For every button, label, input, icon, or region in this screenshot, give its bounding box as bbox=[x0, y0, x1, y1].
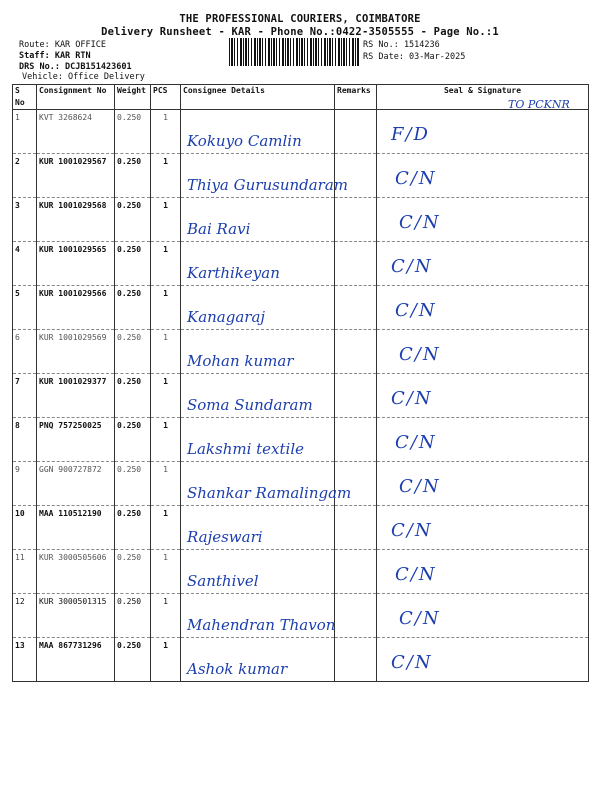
weight-cell: 0.250 bbox=[115, 506, 151, 550]
consignment-number: MAA 110512190 bbox=[37, 506, 115, 550]
serial-number: 5 bbox=[13, 286, 37, 330]
column-header: Seal & Signature bbox=[377, 85, 589, 110]
consignment-number: KUR 3000501315 bbox=[37, 594, 115, 638]
seal-handwriting: C/N bbox=[399, 476, 441, 497]
seal-handwriting: C/N bbox=[399, 344, 441, 365]
consignment-number: GGN 900727872 bbox=[37, 462, 115, 506]
consignment-number: KUR 1001029567 bbox=[37, 154, 115, 198]
pieces-cell: 1 bbox=[151, 550, 181, 594]
weight-cell: 0.250 bbox=[115, 594, 151, 638]
pieces-cell: 1 bbox=[151, 198, 181, 242]
weight-cell: 0.250 bbox=[115, 242, 151, 286]
consignee-handwriting: Kanagaraj bbox=[187, 308, 266, 326]
consignee-cell bbox=[181, 462, 352, 506]
consignee-handwriting: Santhivel bbox=[187, 572, 259, 590]
seal-cell bbox=[377, 550, 589, 594]
seal-handwriting: C/N bbox=[395, 168, 437, 189]
pieces-cell: 1 bbox=[151, 242, 181, 286]
remarks-cell bbox=[335, 286, 377, 330]
serial-number: 1 bbox=[13, 110, 37, 154]
pieces-cell: 1 bbox=[151, 154, 181, 198]
table-row bbox=[13, 550, 589, 594]
column-header: Consignment No bbox=[37, 85, 115, 110]
column-header: S No bbox=[13, 85, 37, 110]
seal-cell bbox=[377, 154, 589, 198]
table-row bbox=[13, 462, 589, 506]
remarks-cell bbox=[335, 418, 377, 462]
weight-cell: 0.250 bbox=[115, 638, 151, 682]
consignee-handwriting: Soma Sundaram bbox=[187, 396, 313, 414]
staff-label: Staff: KAR RTN bbox=[19, 51, 91, 61]
seal-cell bbox=[377, 638, 589, 682]
weight-cell: 0.250 bbox=[115, 198, 151, 242]
runsheet-table bbox=[12, 84, 589, 682]
serial-number: 2 bbox=[13, 154, 37, 198]
column-header: Remarks bbox=[335, 85, 377, 110]
consignee-handwriting: Thiya Gurusundaram bbox=[187, 176, 349, 194]
seal-handwriting: C/N bbox=[395, 300, 437, 321]
seal-cell bbox=[377, 594, 589, 638]
seal-cell bbox=[377, 462, 589, 506]
consignee-handwriting: Ashok kumar bbox=[187, 660, 288, 678]
column-header: Weight bbox=[115, 85, 151, 110]
remarks-cell bbox=[335, 198, 377, 242]
consignee-cell bbox=[181, 286, 335, 330]
seal-cell bbox=[377, 198, 589, 242]
remarks-cell bbox=[335, 374, 377, 418]
consignment-number: KUR 1001029568 bbox=[37, 198, 115, 242]
consignee-handwriting: Karthikeyan bbox=[187, 264, 280, 282]
remarks-cell bbox=[335, 330, 377, 374]
pieces-cell: 1 bbox=[151, 638, 181, 682]
remarks-cell bbox=[335, 242, 377, 286]
column-header: Consignee Details bbox=[181, 85, 335, 110]
pieces-cell: 1 bbox=[151, 330, 181, 374]
serial-number: 3 bbox=[13, 198, 37, 242]
table-row bbox=[13, 154, 589, 198]
pieces-cell: 1 bbox=[151, 110, 181, 154]
consignee-cell bbox=[181, 638, 335, 682]
seal-cell bbox=[377, 242, 589, 286]
consignee-handwriting: Shankar Ramalingam bbox=[187, 484, 352, 502]
serial-number: 12 bbox=[13, 594, 37, 638]
serial-number: 11 bbox=[13, 550, 37, 594]
column-header: PCS bbox=[151, 85, 181, 110]
consignee-handwriting: Rajeswari bbox=[187, 528, 263, 546]
consignee-cell bbox=[181, 330, 335, 374]
consignment-number: KUR 1001029569 bbox=[37, 330, 115, 374]
pieces-cell: 1 bbox=[151, 462, 181, 506]
table-row bbox=[13, 286, 589, 330]
seal-handwriting: F/D bbox=[391, 124, 430, 145]
seal-handwriting: C/N bbox=[399, 608, 441, 629]
weight-cell: 0.250 bbox=[115, 374, 151, 418]
consignee-cell bbox=[181, 198, 335, 242]
seal-handwriting: C/N bbox=[391, 652, 433, 673]
serial-number: 8 bbox=[13, 418, 37, 462]
consignee-cell bbox=[181, 242, 335, 286]
seal-handwriting: C/N bbox=[399, 212, 441, 233]
table-row bbox=[13, 110, 589, 154]
consignee-handwriting: Lakshmi textile bbox=[187, 440, 305, 458]
pieces-cell: 1 bbox=[151, 594, 181, 638]
remarks-cell bbox=[335, 462, 377, 506]
consignment-number: PNQ 757250025 bbox=[37, 418, 115, 462]
table-row bbox=[13, 594, 589, 638]
seal-handwriting: C/N bbox=[391, 256, 433, 277]
weight-cell: 0.250 bbox=[115, 286, 151, 330]
seal-handwriting: C/N bbox=[395, 432, 437, 453]
weight-cell: 0.250 bbox=[115, 330, 151, 374]
remarks-cell bbox=[335, 638, 377, 682]
consignee-handwriting: Kokuyo Camlin bbox=[187, 132, 302, 150]
consignment-number: KUR 1001029565 bbox=[37, 242, 115, 286]
serial-number: 7 bbox=[13, 374, 37, 418]
rs-number: RS No.: 1514236 bbox=[363, 40, 440, 50]
seal-handwriting: C/N bbox=[391, 388, 433, 409]
table-row bbox=[13, 418, 589, 462]
serial-number: 13 bbox=[13, 638, 37, 682]
serial-number: 10 bbox=[13, 506, 37, 550]
remarks-cell bbox=[335, 550, 377, 594]
weight-cell: 0.250 bbox=[115, 418, 151, 462]
consignee-cell bbox=[181, 594, 335, 638]
table-row bbox=[13, 374, 589, 418]
rs-date: RS Date: 03-Mar-2025 bbox=[363, 52, 466, 62]
consignment-number: KUR 3000505606 bbox=[37, 550, 115, 594]
table-row bbox=[13, 506, 589, 550]
seal-cell bbox=[377, 506, 589, 550]
pieces-cell: 1 bbox=[151, 286, 181, 330]
consignee-handwriting: Mahendran Thavon bbox=[187, 616, 336, 634]
consignment-number: KUR 1001029566 bbox=[37, 286, 115, 330]
runsheet-subtitle: Delivery Runsheet - KAR - Phone No.:0422-3505555 - Page No.:1 bbox=[101, 26, 499, 38]
consignment-number: MAA 867731296 bbox=[37, 638, 115, 682]
seal-cell bbox=[377, 374, 589, 418]
table-row bbox=[13, 330, 589, 374]
company-title: THE PROFESSIONAL COURIERS, COIMBATORE bbox=[179, 13, 421, 25]
table-row bbox=[13, 242, 589, 286]
serial-number: 6 bbox=[13, 330, 37, 374]
route-label: Route: KAR OFFICE bbox=[19, 40, 106, 50]
seal-cell bbox=[377, 418, 589, 462]
pieces-cell: 1 bbox=[151, 506, 181, 550]
consignee-cell bbox=[181, 550, 335, 594]
pieces-cell: 1 bbox=[151, 374, 181, 418]
weight-cell: 0.250 bbox=[115, 550, 151, 594]
serial-number: 4 bbox=[13, 242, 37, 286]
seal-handwriting: C/N bbox=[395, 564, 437, 585]
table-header-row bbox=[13, 85, 589, 110]
weight-cell: 0.250 bbox=[115, 110, 151, 154]
handwritten-note: TO PCKNR bbox=[508, 98, 570, 111]
pieces-cell: 1 bbox=[151, 418, 181, 462]
consignee-cell bbox=[181, 506, 335, 550]
weight-cell: 0.250 bbox=[115, 154, 151, 198]
remarks-cell bbox=[335, 506, 377, 550]
consignee-handwriting: Mohan kumar bbox=[187, 352, 294, 370]
consignee-handwriting: Bai Ravi bbox=[187, 220, 251, 238]
table-body bbox=[13, 110, 589, 682]
remarks-cell bbox=[335, 594, 377, 638]
remarks-cell bbox=[335, 154, 377, 198]
vehicle-label: Vehicle: Office Delivery bbox=[22, 72, 145, 82]
serial-number: 9 bbox=[13, 462, 37, 506]
seal-cell bbox=[377, 286, 589, 330]
consignee-cell bbox=[181, 154, 349, 198]
consignment-number: KVT 3268624 bbox=[37, 110, 115, 154]
seal-cell bbox=[377, 330, 589, 374]
seal-handwriting: C/N bbox=[391, 520, 433, 541]
weight-cell: 0.250 bbox=[115, 462, 151, 506]
seal-cell bbox=[377, 110, 589, 154]
table-row bbox=[13, 638, 589, 682]
consignee-cell bbox=[181, 374, 335, 418]
consignee-cell bbox=[181, 418, 335, 462]
remarks-cell bbox=[335, 110, 377, 154]
consignment-number: KUR 1001029377 bbox=[37, 374, 115, 418]
barcode-image bbox=[229, 38, 359, 66]
drs-number: DRS No.: DCJB151423601 bbox=[19, 62, 132, 72]
table-row bbox=[13, 198, 589, 242]
consignee-cell bbox=[181, 110, 335, 154]
